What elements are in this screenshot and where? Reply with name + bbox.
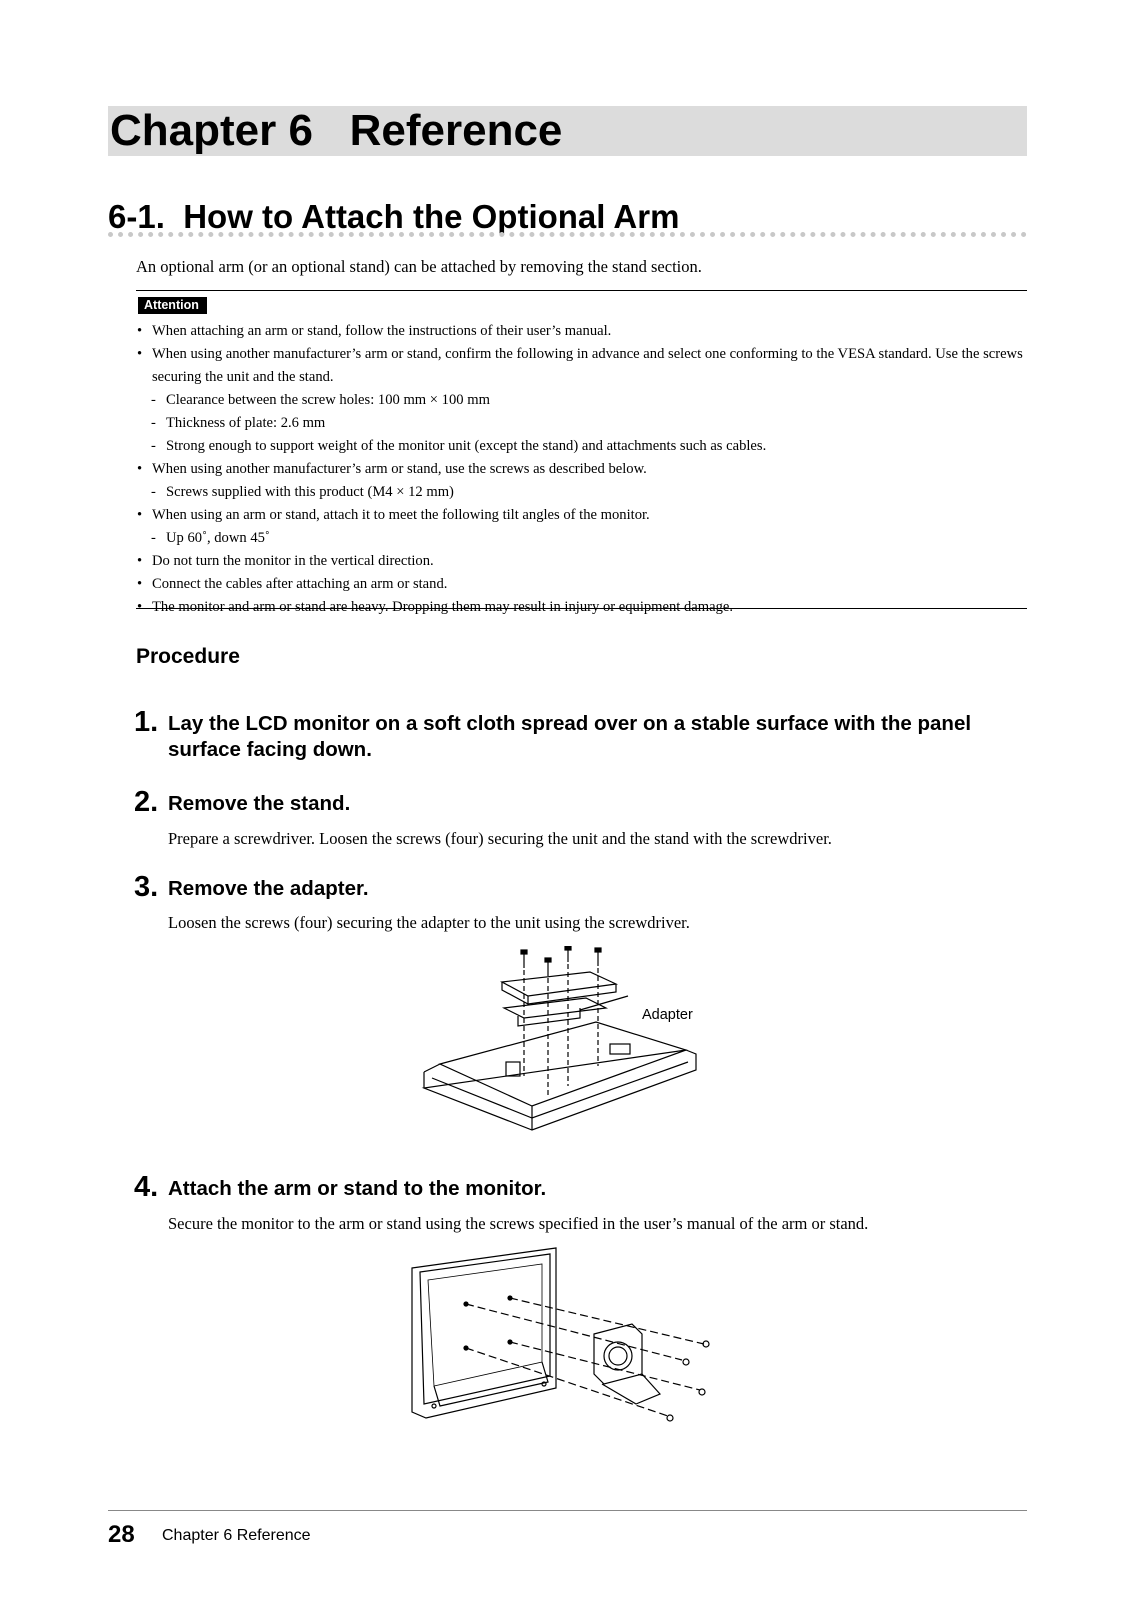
step-4-body: Secure the monitor to the arm or stand using the screws specified in the user’s manual of the arm or stand. — [168, 1214, 869, 1233]
attention-subitem — [136, 527, 1026, 550]
attention-item-text: The monitor and arm or stand are heavy. Dropping them may result in injury or equipment damage. — [152, 599, 734, 615]
list-marker: • — [137, 599, 143, 615]
screw-icon — [683, 1359, 689, 1365]
step-3-body: Loosen the screws (four) securing the adapter to the unit using the screwdriver. — [168, 913, 690, 932]
chapter-title: Chapter 6 Reference — [110, 106, 563, 155]
screw-icon — [565, 946, 571, 962]
attention-item-text: Screws supplied with this product (M4 × 12 mm) — [166, 484, 454, 500]
attention-item-text: When using an arm or stand, attach it to meet the following tilt angles of the monitor. — [152, 507, 650, 523]
procedure-heading: Procedure — [136, 645, 240, 668]
attention-bottom-rule — [136, 608, 1027, 609]
attention-badge: Attention — [138, 297, 207, 314]
attention-item — [136, 343, 1026, 389]
list-marker: • — [137, 346, 143, 362]
step-2-body: Prepare a screwdriver. Loosen the screws (four) securing the unit and the stand with the screwdriver. — [168, 829, 832, 848]
attention-item-text: Thickness of plate: 2.6 mm — [166, 415, 326, 431]
step-4-title: Attach the arm or stand to the monitor. — [168, 1177, 547, 1200]
screw-icon — [545, 958, 551, 976]
attention-item — [136, 458, 1026, 481]
step-2-number: 2. — [134, 786, 159, 818]
adapter-removal-illustration — [420, 946, 720, 1142]
page-number: 28 — [108, 1521, 135, 1548]
footer-chapter-title: Chapter 6 Reference — [162, 1527, 311, 1544]
attention-subitem — [136, 412, 1026, 435]
attention-item-text: Strong enough to support weight of the monitor unit (except the stand) and attachments such as cables. — [166, 438, 767, 454]
attention-subitem — [136, 481, 1026, 504]
list-marker: - — [151, 484, 156, 500]
attention-item — [136, 320, 1026, 343]
step-3-title: Remove the adapter. — [168, 877, 369, 900]
section-title: 6-1. How to Attach the Optional Arm — [108, 198, 680, 235]
list-marker: • — [137, 323, 143, 339]
attention-item — [136, 504, 1026, 527]
attention-item-text: When using another manufacturer’s arm or stand, use the screws as described below. — [152, 461, 647, 477]
list-marker: • — [137, 553, 143, 569]
step-4-number: 4. — [134, 1171, 159, 1203]
step-2-title: Remove the stand. — [168, 792, 351, 815]
step-1-number: 1. — [134, 706, 159, 738]
arm-attachment-illustration — [410, 1244, 730, 1424]
attention-top-rule — [136, 290, 1027, 291]
attention-subitem — [136, 389, 1026, 412]
list-marker: - — [151, 415, 156, 431]
screw-icon — [521, 950, 527, 968]
list-marker: • — [137, 576, 143, 592]
list-marker: - — [151, 392, 156, 408]
screw-icon — [667, 1415, 673, 1421]
attention-item-text: Connect the cables after attaching an arm or stand. — [152, 576, 448, 592]
section-dotted-divider — [108, 232, 1027, 237]
section-intro: An optional arm (or an optional stand) can be attached by removing the stand section. — [136, 257, 702, 276]
list-marker: • — [137, 507, 143, 523]
attention-subitem — [136, 435, 1026, 458]
screw-icon — [699, 1389, 705, 1395]
attention-item-text: When using another manufacturer’s arm or stand, confirm the following in advance and select one conforming to the VESA standard. Use the screws securing the unit and the stand. — [152, 346, 1023, 385]
step-3-number: 3. — [134, 871, 159, 903]
screw-icon — [595, 948, 601, 966]
list-marker: - — [151, 438, 156, 454]
step-1-title: Lay the LCD monitor on a soft cloth spread over on a stable surface with the panel surface facing down. — [168, 712, 972, 761]
footer-divider — [108, 1510, 1027, 1511]
list-marker: - — [151, 530, 156, 546]
list-marker: • — [137, 461, 143, 477]
adapter-label: Adapter — [642, 1007, 693, 1023]
attention-item-text: When attaching an arm or stand, follow the instructions of their user’s manual. — [152, 323, 612, 339]
attention-item-text: Up 60˚, down 45˚ — [166, 530, 270, 546]
attention-item — [136, 573, 1026, 596]
attention-item-text: Do not turn the monitor in the vertical direction. — [152, 553, 434, 569]
attention-item — [136, 550, 1026, 573]
attention-list — [136, 320, 1026, 619]
attention-item-text: Clearance between the screw holes: 100 mm × 100 mm — [166, 392, 490, 408]
